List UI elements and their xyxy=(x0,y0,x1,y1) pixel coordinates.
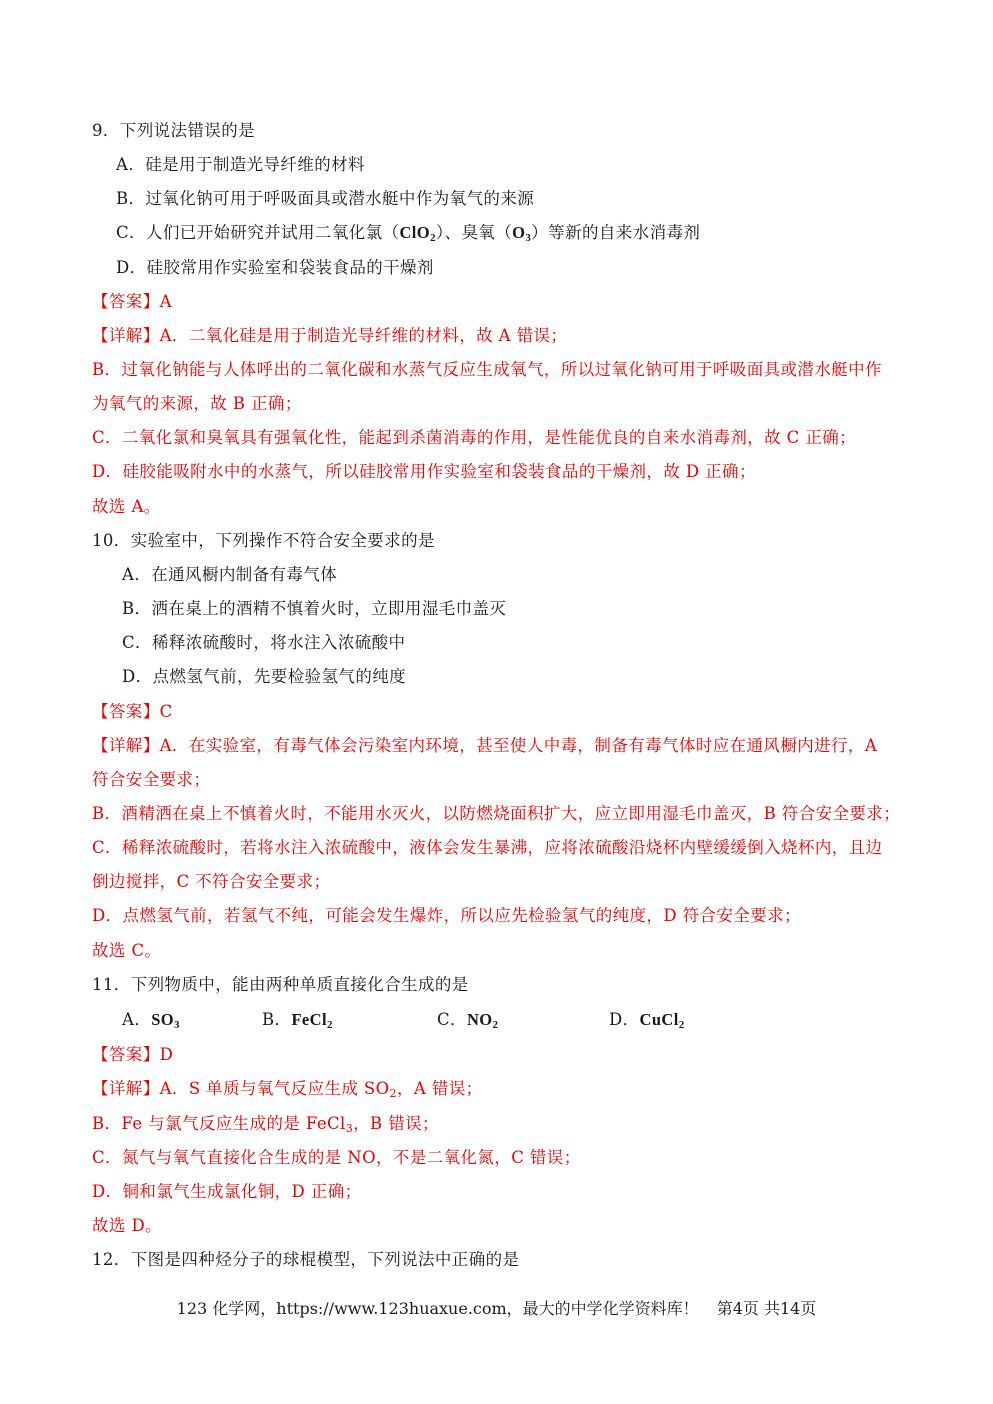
q12-stem: 12．下图是四种烃分子的球棍模型，下列说法中正确的是 xyxy=(92,1250,520,1269)
page-footer xyxy=(0,1298,993,1320)
q10-detail-1: 【详解】A．在实验室，有毒气体会污染室内环境，甚至使人中毒，制备有毒气体时应在通风橱内进行，A xyxy=(92,736,878,755)
q11-option-a-formula xyxy=(151,1010,180,1029)
q10-choose: 故选 C。 xyxy=(92,941,162,960)
q9-choose: 故选 A。 xyxy=(92,497,161,516)
q9-clo2-formula xyxy=(399,223,435,242)
q11-detail-1-pre: 【详解】A．S 单质与氧气反应生成 SO xyxy=(92,1079,390,1098)
q11-option-c-label: C． xyxy=(437,1010,467,1029)
q11-option-a-label: A． xyxy=(122,1010,152,1029)
q9-detail-4: C．二氧化氯和臭氧具有强氧化性，能起到杀菌消毒的作用，是性能优良的自来水消毒剂，故 C 正确； xyxy=(92,428,857,447)
q10-detail-4: C．稀释浓硫酸时，若将水注入浓硫酸中，液体会发生暴沸，应将浓硫酸沿烧杯内壁缓缓倒入烧杯内，且边 xyxy=(92,838,883,857)
q9-detail-1: 【详解】A．二氧化硅是用于制造光导纤维的材料，故 A 错误； xyxy=(92,326,568,345)
q9-option-a: A．硅是用于制造光导纤维的材料 xyxy=(116,155,365,174)
q11-so3-text: SO xyxy=(151,1010,175,1029)
q11-no2-text: NO xyxy=(466,1010,493,1029)
q11-choose: 故选 D。 xyxy=(92,1216,162,1235)
q10-option-c: C．稀释浓硫酸时，将水注入浓硫酸中 xyxy=(122,633,406,652)
q11-stem: 11．下列物质中，能由两种单质直接化合生成的是 xyxy=(92,975,469,994)
q11-option-a xyxy=(122,1009,180,1031)
q9-detail-2: B．过氧化钠能与人体呼出的二氧化碳和水蒸气反应生成氧气，所以过氧化钠可用于呼吸面具或潜水艇中作 xyxy=(92,360,882,379)
q9-detail-3: 为氧气的来源，故 B 正确； xyxy=(92,394,302,413)
footer-site-text: 123 化学网，https://www.123huaxue.com，最大的中学化学资料库！ xyxy=(176,1299,699,1318)
q11-detail-1-sub: 2 xyxy=(389,1087,397,1100)
q9-option-c xyxy=(116,222,700,244)
q11-detail-2-sub: 3 xyxy=(345,1122,354,1135)
q9-stem: 9．下列说法错误的是 xyxy=(92,121,255,140)
q10-option-a: A．在通风橱内制备有毒气体 xyxy=(122,565,338,584)
q11-detail-2-post: ，B 错误； xyxy=(353,1114,439,1133)
q9-option-c-mid: ）、臭氧（ xyxy=(435,223,513,242)
q11-option-c xyxy=(437,1009,498,1031)
q9-o3-formula xyxy=(512,223,531,242)
q10-detail-2: 符合安全要求； xyxy=(92,770,211,789)
q11-option-d xyxy=(609,1009,685,1031)
q9-clo2-text: ClO xyxy=(399,223,430,242)
q10-option-d: D．点燃氢气前，先要检验氢气的纯度 xyxy=(122,667,407,686)
q11-detail-1 xyxy=(92,1078,483,1100)
q10-stem: 10．实验室中，下列操作不符合安全要求的是 xyxy=(92,531,435,550)
q11-cucl2-text: CuCl xyxy=(639,1010,679,1029)
q9-option-c-post: ）等新的自来水消毒剂 xyxy=(531,223,701,242)
q9-o3-sub: 3 xyxy=(525,232,532,244)
q11-option-c-formula xyxy=(467,1010,498,1029)
q11-option-b-formula xyxy=(291,1010,332,1029)
q11-so3-sub: 3 xyxy=(174,1019,180,1031)
footer-page-number: 第4页 共14页 xyxy=(716,1299,817,1318)
q10-answer: 【答案】C xyxy=(92,702,173,721)
q11-detail-2-pre: B．Fe 与氯气反应生成的是 FeCl xyxy=(92,1114,346,1133)
q11-detail-4: D．铜和氯气生成氯化铜，D 正确； xyxy=(92,1182,362,1201)
q11-detail-3: C．氮气与氧气直接化合生成的是 NO，不是二氧化氮，C 错误； xyxy=(92,1148,581,1167)
q9-option-d: D．硅胶常用作实验室和袋装食品的干燥剂 xyxy=(116,258,434,277)
q9-o3-text: O xyxy=(512,223,526,242)
q11-fecl2-sub: 2 xyxy=(326,1019,333,1031)
q9-option-c-pre: C．人们已开始研究并试用二氧化氯（ xyxy=(116,223,400,242)
q9-option-b: B．过氧化钠可用于呼吸面具或潜水艇中作为氧气的来源 xyxy=(116,189,535,208)
q11-answer: 【答案】D xyxy=(92,1045,174,1064)
q11-option-b xyxy=(262,1009,333,1031)
q11-fecl2-text: FeCl xyxy=(291,1010,327,1029)
q11-option-b-label: B． xyxy=(262,1010,292,1029)
q10-detail-6: D．点燃氢气前，若氢气不纯，可能会发生爆炸，所以应先检验氢气的纯度，D 符合安全要求； xyxy=(92,906,801,925)
q9-answer: 【答案】A xyxy=(92,292,172,311)
q9-detail-5: D．硅胶能吸附水中的水蒸气，所以硅胶常用作实验室和袋装食品的干燥剂，故 D 正确； xyxy=(92,462,756,481)
q10-detail-5: 倒边搅拌，C 不符合安全要求； xyxy=(92,872,331,891)
q10-option-b: B．洒在桌上的酒精不慎着火时，立即用湿毛巾盖灭 xyxy=(122,599,507,618)
q9-clo2-sub: 2 xyxy=(429,232,436,244)
q11-detail-1-post: ，A 错误； xyxy=(396,1079,483,1098)
q11-no2-sub: 2 xyxy=(492,1019,499,1031)
q10-detail-3: B．酒精洒在桌上不慎着火时，不能用水灭火，以防燃烧面积扩大，应立即用湿毛巾盖灭，B 符合安全要求； xyxy=(92,804,901,823)
q11-option-d-label: D． xyxy=(609,1010,640,1029)
q11-detail-2 xyxy=(92,1113,439,1135)
q11-option-d-formula xyxy=(640,1010,685,1029)
q11-cucl2-sub: 2 xyxy=(678,1019,685,1031)
